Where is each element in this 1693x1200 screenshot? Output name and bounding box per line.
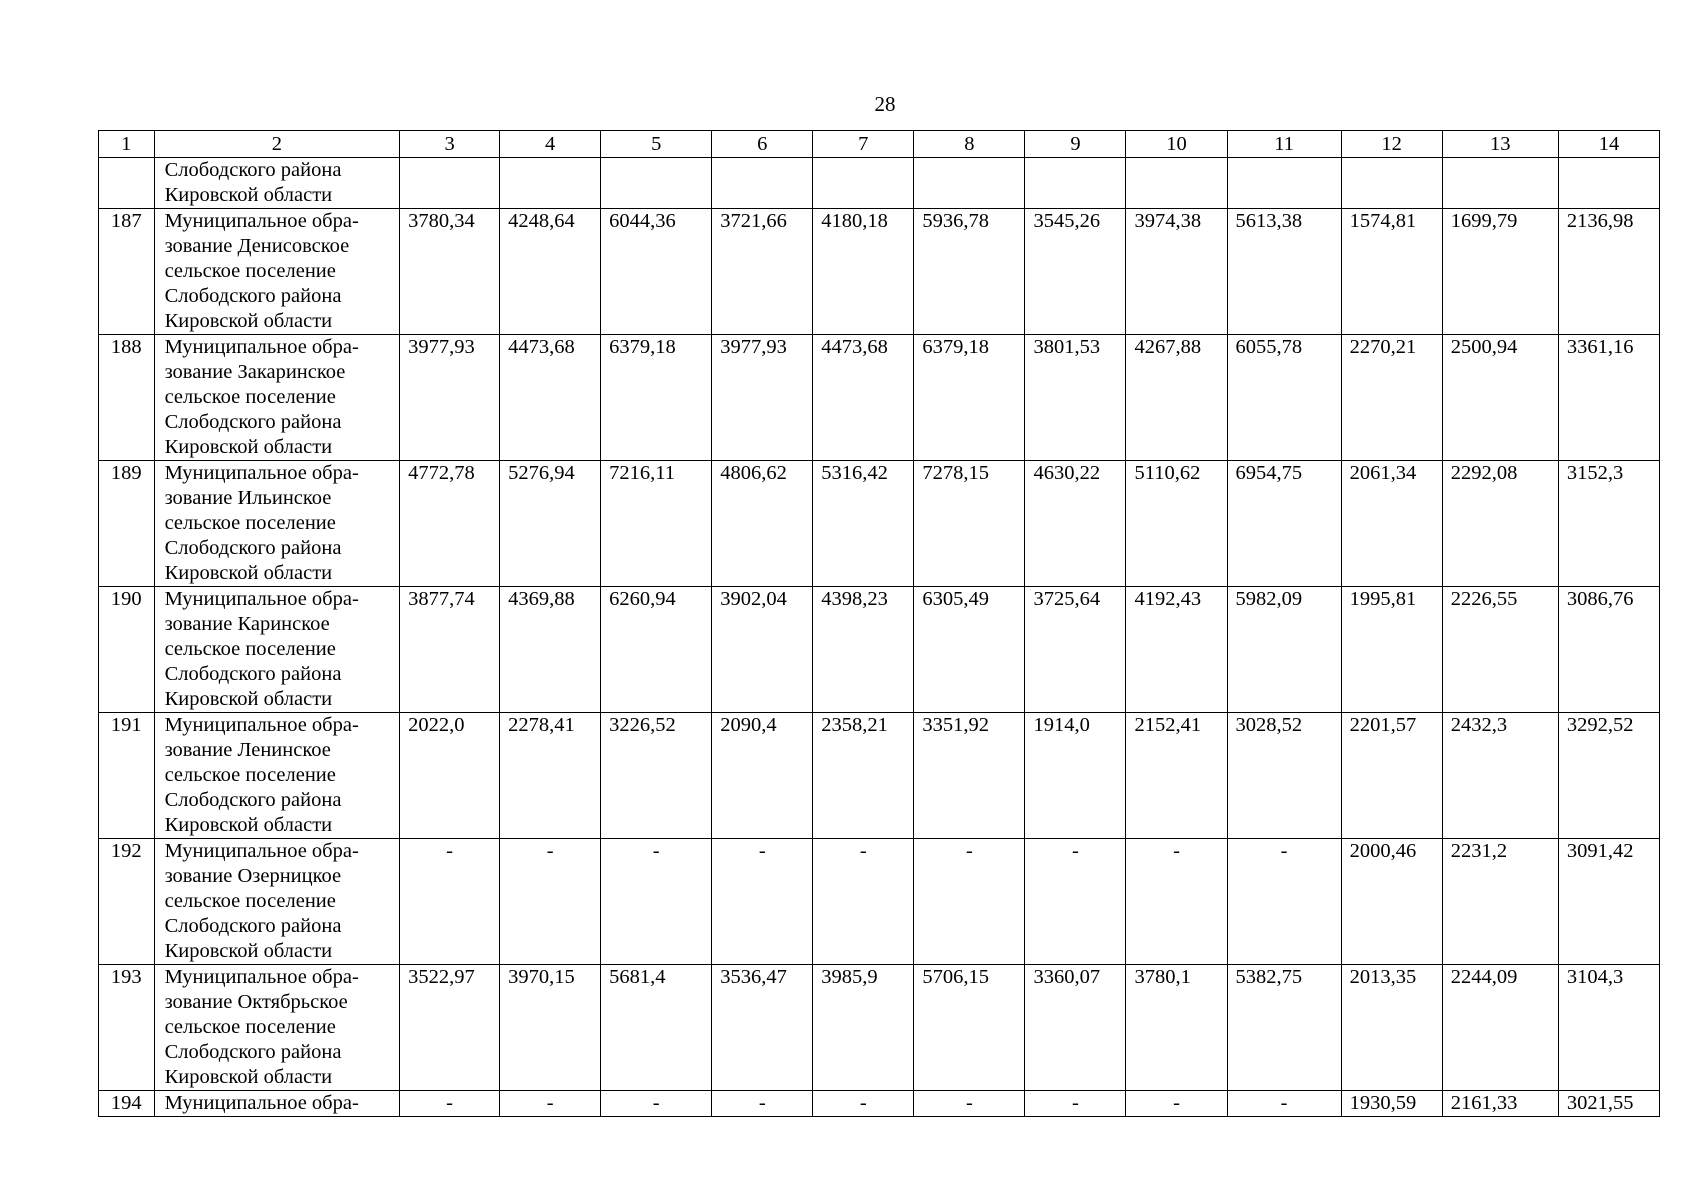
value-cell-col-13: 2500,94: [1442, 335, 1558, 461]
value-cell-col-9: 1914,0: [1025, 713, 1126, 839]
header-row: [99, 131, 1660, 158]
value-cell-col-5: 6379,18: [601, 335, 712, 461]
value-cell-col-6: 2090,4: [712, 713, 813, 839]
value-cell-col-9: 3545,26: [1025, 209, 1126, 335]
municipality-name-line: Слободского района: [164, 663, 342, 685]
row-number: 192: [99, 839, 155, 965]
municipality-name: [154, 587, 400, 713]
value-cell-col-3: 3977,93: [400, 335, 500, 461]
value-cell-col-4: -: [500, 1091, 601, 1117]
column-header-1: 1: [99, 131, 155, 158]
municipality-name-line: Кировской области: [164, 310, 333, 332]
value-cell-col-14: 2136,98: [1558, 209, 1659, 335]
table-row: [99, 335, 1660, 461]
municipality-name-line: зование Ильинское: [164, 487, 332, 509]
value-cell-col-10: -: [1126, 1091, 1227, 1117]
value-cell-col-12: 1930,59: [1341, 1091, 1442, 1117]
value-cell-col-3: 3522,97: [400, 965, 500, 1091]
value-cell-col-9: [1025, 158, 1126, 209]
value-cell-col-12: 2201,57: [1341, 713, 1442, 839]
column-header-7: 7: [813, 131, 914, 158]
value-cell-col-7: 3985,9: [813, 965, 914, 1091]
value-cell-col-4: 3970,15: [500, 965, 601, 1091]
municipality-name-line: Муниципальное обра-: [164, 714, 359, 736]
column-header-3: 3: [400, 131, 500, 158]
value-cell-col-11: 6055,78: [1227, 335, 1341, 461]
value-cell-col-8: 5706,15: [914, 965, 1025, 1091]
municipality-name-line: Кировской области: [164, 688, 333, 710]
table-row: [99, 461, 1660, 587]
row-number: 191: [99, 713, 155, 839]
value-cell-col-10: 4267,88: [1126, 335, 1227, 461]
value-cell-col-6: -: [712, 839, 813, 965]
table-body: [99, 158, 1660, 1117]
municipality-name-line: Слободского района: [164, 915, 342, 937]
table-header: [99, 131, 1660, 158]
value-cell-col-14: 3292,52: [1558, 713, 1659, 839]
value-cell-col-12: 1995,81: [1341, 587, 1442, 713]
municipality-name: [154, 839, 400, 965]
municipality-name-line: Муниципальное обра-: [164, 840, 359, 862]
value-cell-col-6: -: [712, 1091, 813, 1117]
municipality-name-line: Муниципальное обра-: [164, 210, 359, 232]
value-cell-col-8: 6305,49: [914, 587, 1025, 713]
value-cell-col-4: 5276,94: [500, 461, 601, 587]
value-cell-col-8: 7278,15: [914, 461, 1025, 587]
value-cell-col-8: 6379,18: [914, 335, 1025, 461]
value-cell-col-9: -: [1025, 839, 1126, 965]
value-cell-col-9: -: [1025, 1091, 1126, 1117]
row-number: 190: [99, 587, 155, 713]
municipality-name: [154, 335, 400, 461]
value-cell-col-5: [601, 158, 712, 209]
table-row: [99, 713, 1660, 839]
municipality-name-line: Муниципальное обра-: [164, 462, 359, 484]
value-cell-col-3: -: [400, 839, 500, 965]
value-cell-col-8: 3351,92: [914, 713, 1025, 839]
table-row: [99, 839, 1660, 965]
municipality-name-line: Слободского района: [164, 285, 342, 307]
value-cell-col-5: -: [601, 839, 712, 965]
municipality-name-line: зование Ленинское: [164, 739, 331, 761]
value-cell-col-7: -: [813, 839, 914, 965]
value-cell-col-11: 6954,75: [1227, 461, 1341, 587]
column-header-13: 13: [1442, 131, 1558, 158]
municipality-name-line: Муниципальное обра-: [164, 588, 359, 610]
municipality-name-line: Слободского района: [164, 411, 342, 433]
municipality-name: [154, 713, 400, 839]
value-cell-col-8: 5936,78: [914, 209, 1025, 335]
value-cell-col-4: 2278,41: [500, 713, 601, 839]
municipality-name: [154, 461, 400, 587]
municipality-name-line: Слободского района: [164, 159, 342, 181]
municipality-name-line: сельское поселение: [164, 1016, 336, 1038]
municipality-name-line: сельское поселение: [164, 386, 336, 408]
municipality-name-line: Муниципальное обра-: [164, 966, 359, 988]
row-number: 187: [99, 209, 155, 335]
value-cell-col-9: 3360,07: [1025, 965, 1126, 1091]
table-row: [99, 209, 1660, 335]
data-table: [98, 130, 1660, 1117]
page-number: 28: [874, 92, 896, 116]
municipality-name: [154, 209, 400, 335]
value-cell-col-10: 3974,38: [1126, 209, 1227, 335]
value-cell-col-14: 3021,55: [1558, 1091, 1659, 1117]
value-cell-col-3: [400, 158, 500, 209]
municipality-name-line: Кировской области: [164, 184, 333, 206]
value-cell-col-13: 2231,2: [1442, 839, 1558, 965]
column-header-6: 6: [712, 131, 813, 158]
value-cell-col-4: 4369,88: [500, 587, 601, 713]
value-cell-col-12: 2270,21: [1341, 335, 1442, 461]
value-cell-col-11: -: [1227, 839, 1341, 965]
value-cell-col-6: 3977,93: [712, 335, 813, 461]
value-cell-col-9: 4630,22: [1025, 461, 1126, 587]
row-number: 189: [99, 461, 155, 587]
value-cell-col-14: [1558, 158, 1659, 209]
value-cell-col-8: [914, 158, 1025, 209]
municipality-name-line: сельское поселение: [164, 260, 336, 282]
value-cell-col-7: 4398,23: [813, 587, 914, 713]
value-cell-col-13: 1699,79: [1442, 209, 1558, 335]
municipality-name-line: сельское поселение: [164, 638, 336, 660]
municipality-name: [154, 158, 400, 209]
column-header-11: 11: [1227, 131, 1341, 158]
value-cell-col-10: -: [1126, 839, 1227, 965]
municipality-name-line: Муниципальное обра-: [164, 336, 359, 358]
value-cell-col-10: 5110,62: [1126, 461, 1227, 587]
municipality-name-line: Кировской области: [164, 814, 333, 836]
value-cell-col-4: [500, 158, 601, 209]
value-cell-col-10: 4192,43: [1126, 587, 1227, 713]
value-cell-col-7: [813, 158, 914, 209]
value-cell-col-4: 4248,64: [500, 209, 601, 335]
column-header-9: 9: [1025, 131, 1126, 158]
value-cell-col-6: 3536,47: [712, 965, 813, 1091]
value-cell-col-5: 6260,94: [601, 587, 712, 713]
value-cell-col-3: 3877,74: [400, 587, 500, 713]
value-cell-col-12: 2013,35: [1341, 965, 1442, 1091]
column-header-5: 5: [601, 131, 712, 158]
municipality-name-line: зование Озерницкое: [164, 865, 342, 887]
value-cell-col-7: -: [813, 1091, 914, 1117]
value-cell-col-10: 2152,41: [1126, 713, 1227, 839]
value-cell-col-7: 4180,18: [813, 209, 914, 335]
value-cell-col-11: [1227, 158, 1341, 209]
municipality-name-line: зование Октябрьское: [164, 991, 348, 1013]
municipality-name: [154, 1091, 400, 1117]
column-header-4: 4: [500, 131, 601, 158]
municipality-name-line: Кировской области: [164, 436, 333, 458]
value-cell-col-5: 5681,4: [601, 965, 712, 1091]
value-cell-col-11: -: [1227, 1091, 1341, 1117]
value-cell-col-7: 4473,68: [813, 335, 914, 461]
value-cell-col-3: 4772,78: [400, 461, 500, 587]
value-cell-col-13: [1442, 158, 1558, 209]
value-cell-col-10: [1126, 158, 1227, 209]
municipality-name-line: зование Закаринское: [164, 361, 346, 383]
row-number: 188: [99, 335, 155, 461]
municipality-name-line: зование Каринское: [164, 613, 330, 635]
column-header-12: 12: [1341, 131, 1442, 158]
value-cell-col-13: 2432,3: [1442, 713, 1558, 839]
municipality-name-line: Кировской области: [164, 940, 333, 962]
municipality-name-line: Слободского района: [164, 537, 342, 559]
row-number: 194: [99, 1091, 155, 1117]
value-cell-col-14: 3104,3: [1558, 965, 1659, 1091]
value-cell-col-3: 3780,34: [400, 209, 500, 335]
value-cell-col-10: 3780,1: [1126, 965, 1227, 1091]
value-cell-col-12: 2000,46: [1341, 839, 1442, 965]
value-cell-col-11: 5613,38: [1227, 209, 1341, 335]
value-cell-col-4: -: [500, 839, 601, 965]
row-number: 193: [99, 965, 155, 1091]
value-cell-col-5: 6044,36: [601, 209, 712, 335]
municipality-name-line: сельское поселение: [164, 512, 336, 534]
value-cell-col-6: [712, 158, 813, 209]
value-cell-col-8: -: [914, 1091, 1025, 1117]
value-cell-col-13: 2226,55: [1442, 587, 1558, 713]
municipality-name-line: Кировской области: [164, 1066, 333, 1088]
value-cell-col-14: 3361,16: [1558, 335, 1659, 461]
table-row: [99, 587, 1660, 713]
value-cell-col-8: -: [914, 839, 1025, 965]
municipality-name-line: Слободского района: [164, 1041, 342, 1063]
column-header-2: 2: [154, 131, 400, 158]
value-cell-col-14: 3152,3: [1558, 461, 1659, 587]
value-cell-col-11: 3028,52: [1227, 713, 1341, 839]
table-row: [99, 965, 1660, 1091]
value-cell-col-7: 2358,21: [813, 713, 914, 839]
value-cell-col-7: 5316,42: [813, 461, 914, 587]
municipality-name-line: сельское поселение: [164, 890, 336, 912]
column-header-10: 10: [1126, 131, 1227, 158]
value-cell-col-14: 3091,42: [1558, 839, 1659, 965]
value-cell-col-12: 1574,81: [1341, 209, 1442, 335]
municipality-name-line: сельское поселение: [164, 764, 336, 786]
value-cell-col-11: 5382,75: [1227, 965, 1341, 1091]
value-cell-col-6: 3902,04: [712, 587, 813, 713]
column-header-14: 14: [1558, 131, 1659, 158]
value-cell-col-12: [1341, 158, 1442, 209]
table-row: [99, 158, 1660, 209]
value-cell-col-5: 7216,11: [601, 461, 712, 587]
municipality-name-line: Муниципальное обра-: [164, 1092, 359, 1114]
value-cell-col-11: 5982,09: [1227, 587, 1341, 713]
value-cell-col-6: 3721,66: [712, 209, 813, 335]
municipality-name-line: Кировской области: [164, 562, 333, 584]
value-cell-col-3: 2022,0: [400, 713, 500, 839]
row-number: [99, 158, 155, 209]
value-cell-col-9: 3725,64: [1025, 587, 1126, 713]
value-cell-col-14: 3086,76: [1558, 587, 1659, 713]
value-cell-col-13: 2161,33: [1442, 1091, 1558, 1117]
value-cell-col-6: 4806,62: [712, 461, 813, 587]
value-cell-col-12: 2061,34: [1341, 461, 1442, 587]
value-cell-col-5: 3226,52: [601, 713, 712, 839]
value-cell-col-5: -: [601, 1091, 712, 1117]
column-header-8: 8: [914, 131, 1025, 158]
municipality-name-line: зование Денисовское: [164, 235, 350, 257]
table-row: [99, 1091, 1660, 1117]
value-cell-col-13: 2292,08: [1442, 461, 1558, 587]
value-cell-col-9: 3801,53: [1025, 335, 1126, 461]
value-cell-col-13: 2244,09: [1442, 965, 1558, 1091]
value-cell-col-4: 4473,68: [500, 335, 601, 461]
value-cell-col-3: -: [400, 1091, 500, 1117]
municipality-name: [154, 965, 400, 1091]
municipality-name-line: Слободского района: [164, 789, 342, 811]
